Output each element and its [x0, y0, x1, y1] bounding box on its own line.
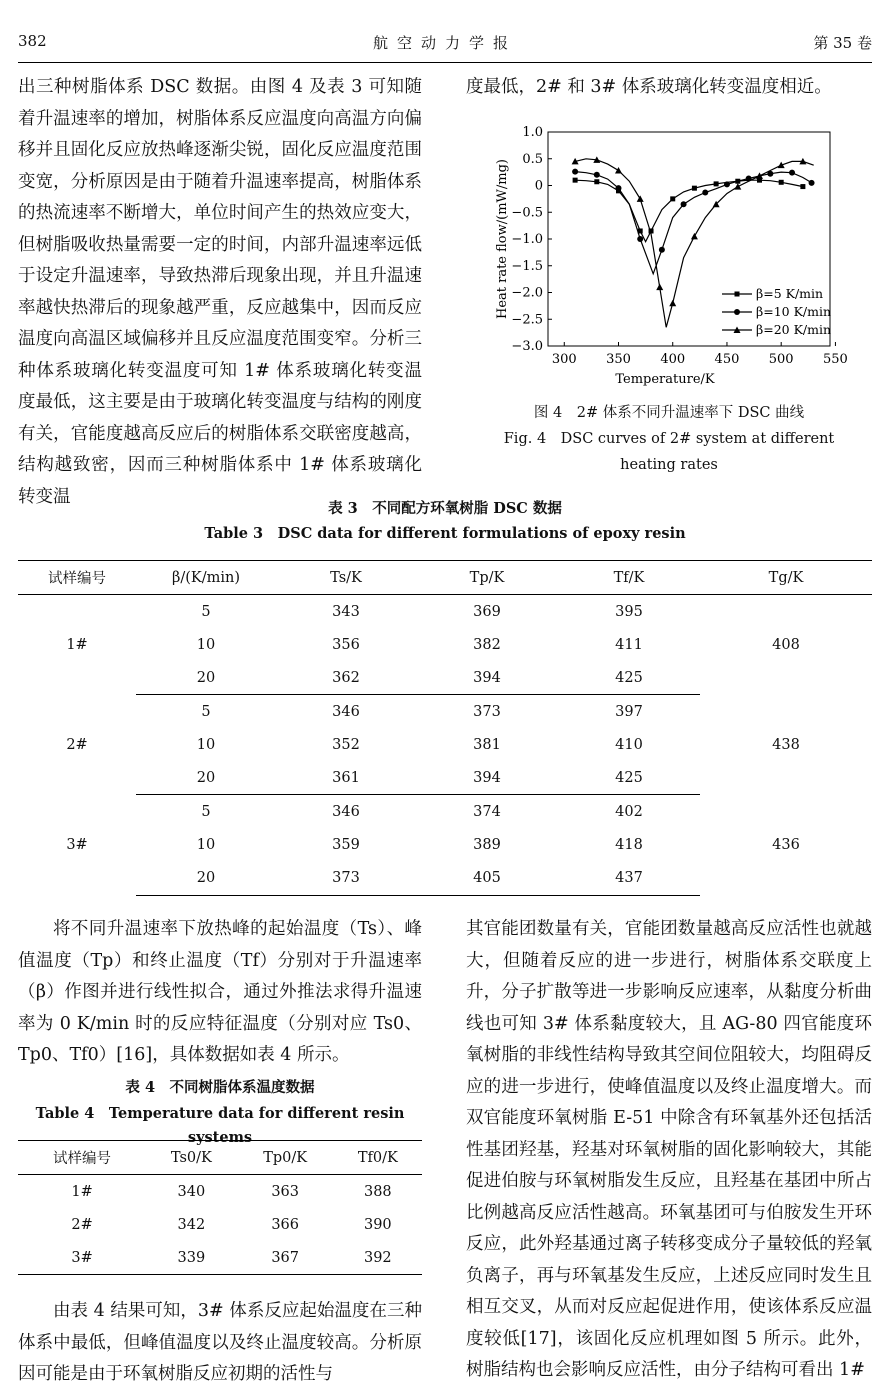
series-square — [573, 178, 806, 242]
y-tick-label: −2.0 — [511, 285, 543, 301]
page-number: 382 — [18, 32, 47, 50]
table-cell: 20 — [136, 661, 276, 695]
table-cell: 352 — [332, 736, 360, 753]
table-cell: 346 — [332, 803, 360, 820]
column-header: Tg/K — [700, 561, 872, 595]
sample-id: 3# — [18, 1241, 146, 1275]
column-header: Tf0/K — [334, 1141, 422, 1175]
table-cell: 411 — [615, 636, 643, 653]
table-row — [18, 1241, 422, 1275]
legend-label: β=10 K/min — [756, 304, 832, 319]
table-cell: 10 — [196, 736, 216, 753]
data-point — [637, 195, 644, 202]
x-tick-label: 400 — [660, 352, 686, 367]
column-header: Tp0/K — [237, 1141, 334, 1175]
legend-entry — [722, 286, 823, 301]
paragraph: 由表 4 结果可知，3# 体系反应起始温度在三种体系中最低，但峰值温度以及终止温度较高。分析原因可能是由于环氧树脂反应初期的活性与 — [18, 1301, 422, 1384]
figure-caption-en-line1: Fig. 4 DSC curves of 2# system at different — [503, 431, 835, 447]
table-cell: 342 — [177, 1216, 206, 1233]
series-line — [575, 180, 803, 242]
sample-id: 1# — [66, 636, 88, 653]
table-cell: 20 — [136, 761, 276, 795]
data-point — [616, 185, 622, 191]
tg-value: 438 — [772, 737, 800, 753]
y-tick-label: 1.0 — [522, 125, 543, 140]
table-cell: 394 — [416, 761, 558, 795]
table-header-row — [18, 561, 872, 595]
data-point — [735, 292, 740, 297]
table-cell: 425 — [558, 661, 700, 695]
table-cell: 394 — [416, 661, 558, 695]
table-cell: 346 — [332, 703, 360, 720]
paragraph: 度最低，2# 和 3# 体系玻璃化转变温度相近。 — [466, 77, 832, 97]
table-cell: 373 — [276, 862, 416, 896]
data-point — [615, 167, 622, 174]
y-tick-label: −0.5 — [511, 205, 543, 221]
table-cell: 397 — [615, 703, 643, 720]
sample-id: 2# — [66, 736, 88, 753]
y-tick-label: −1.0 — [511, 232, 543, 247]
table-cell: 5 — [201, 703, 211, 720]
table-cell: 425 — [558, 761, 700, 795]
column-header: 试样编号 — [18, 1141, 146, 1175]
table-3-caption-cn: 表 3 不同配方环氧树脂 DSC 数据 — [328, 500, 562, 517]
table-row — [18, 1175, 422, 1209]
paragraph: 出三种树脂体系 DSC 数据。由图 4 及表 3 可知随着升温速率的增加，树脂体系反应温度向高温方向偏移并且固化反应放热峰逐渐尖锐，固化反应温度范围变宽，分析原因是由于随着升温速率提高，树脂体系的热流速率不断增大，单位时间产生的热效应变大，但树脂吸收热量需要一定的时间，内部升温速率远低于设定升温速率，导致热滞后现象出现，并且升温速率越快热滞后的现象越严重，反应越集中，因而反应温度向高温区域偏移并且反应温度范围变窄。分析三种体系玻璃化转变温度可知 1# 体系玻璃化转变温度最低，这主要是由于玻璃化转变温度与结构的刚度有关，官能度越高反应后的树脂体系交联密度越高，结构越致密，因而三种树脂体系中 1# 体系玻璃化转变温 — [18, 77, 422, 507]
table-row — [18, 1208, 422, 1241]
table-cell: 362 — [276, 661, 416, 695]
table-row — [18, 595, 872, 629]
table-cell: 390 — [363, 1216, 392, 1233]
table-cell: 418 — [615, 837, 643, 853]
data-point — [692, 186, 697, 191]
figure-caption-cn: 图 4 2# 体系不同升温速率下 DSC 曲线 — [533, 405, 805, 421]
table-cell: 367 — [237, 1241, 334, 1275]
tg-column-placeholder — [700, 595, 872, 896]
x-tick-label: 450 — [714, 352, 740, 367]
x-tick-label: 550 — [823, 352, 848, 367]
tg-value: 408 — [772, 637, 800, 653]
data-point — [789, 170, 795, 176]
table-cell: 366 — [271, 1216, 300, 1233]
data-point — [734, 309, 740, 315]
data-point — [659, 247, 665, 253]
y-axis-label: Heat rate flow/(mW/mg) — [495, 158, 510, 320]
right-column-top-text — [466, 72, 872, 104]
paragraph: 将不同升温速率下放热峰的起始温度（Ts）、峰值温度（Tp）和终止温度（Tf）分别对于升温速率（β）作图并进行线性拟合，通过外推法求得升温速率为 0 K/min 时的反应特征温度（分别对应 Ts0、Tp0、Tf0）[16]，具体数据如表 4 所示。 — [18, 919, 422, 1065]
table-cell: 343 — [332, 603, 360, 620]
table-cell: 437 — [558, 862, 700, 896]
table-cell: 340 — [177, 1183, 206, 1200]
data-point — [800, 184, 805, 189]
table-cell: 359 — [332, 837, 360, 853]
column-header: Tp/K — [416, 561, 558, 595]
table-cell: 389 — [473, 837, 501, 853]
data-point — [637, 236, 643, 242]
table-cell: 392 — [334, 1241, 422, 1275]
chart-legend — [722, 286, 831, 337]
data-point — [691, 233, 698, 240]
y-tick-label: −3.0 — [511, 339, 543, 354]
right-column-bottom-text — [466, 914, 872, 1387]
legend-entry — [722, 322, 831, 337]
data-point — [573, 178, 578, 183]
data-point — [779, 180, 784, 185]
series-line — [575, 159, 814, 327]
table-cell: 5 — [201, 603, 211, 620]
data-point — [572, 169, 578, 175]
table-4 — [18, 1140, 422, 1275]
y-tick-label: 0.5 — [522, 151, 543, 167]
table-cell: 374 — [473, 803, 501, 820]
table-cell: 405 — [416, 862, 558, 896]
table-cell: 339 — [146, 1241, 237, 1275]
column-header: 试样编号 — [18, 561, 136, 595]
data-point — [594, 172, 600, 178]
y-tick-label: 0 — [534, 178, 543, 194]
sample-id: 1# — [71, 1183, 93, 1200]
data-point — [594, 179, 599, 184]
table-3 — [18, 560, 872, 896]
column-header: β/(K/min) — [136, 561, 276, 595]
x-tick-label: 500 — [768, 352, 794, 367]
column-header: Ts/K — [276, 561, 416, 595]
table-header-row — [18, 1141, 422, 1175]
chart-series — [572, 156, 815, 327]
table-cell: 10 — [196, 636, 216, 653]
journal-title: 航空动力学报 — [372, 34, 517, 52]
data-point — [670, 196, 675, 201]
y-tick-label: −1.5 — [511, 258, 543, 274]
figure-4-caption — [466, 400, 872, 478]
legend-label: β=5 K/min — [756, 286, 824, 301]
data-point — [714, 181, 719, 186]
left-column-mid-text — [18, 914, 422, 1072]
column-header: Tf/K — [558, 561, 700, 595]
table-cell: 410 — [615, 736, 643, 753]
sample-id: 2# — [71, 1216, 93, 1233]
legend-entry — [722, 304, 831, 319]
table-cell: 382 — [473, 636, 501, 653]
data-point — [734, 183, 741, 190]
legend-label: β=20 K/min — [756, 322, 832, 337]
table-cell: 388 — [363, 1183, 392, 1200]
figure-caption-en-line2: heating rates — [620, 457, 718, 473]
data-point — [809, 180, 815, 186]
table-cell: 381 — [473, 736, 501, 753]
data-point — [656, 284, 663, 291]
table-cell: 20 — [136, 862, 276, 896]
table-cell: 10 — [196, 837, 216, 853]
data-point — [669, 300, 676, 307]
table-cell: 402 — [615, 803, 643, 820]
left-column-bottom-text — [18, 1296, 422, 1391]
y-tick-label: −2.5 — [511, 312, 543, 328]
data-point — [702, 189, 708, 195]
page-header — [18, 26, 872, 63]
column-header: Ts0/K — [146, 1141, 237, 1175]
paragraph: 其官能团数量有关，官能团数量越高反应活性也就越大，但随着反应的进一步进行，树脂体系交联度上升，分子扩散等进一步影响反应速率，从黏度分析曲线也可知 3# 体系黏度较大，且 AG-80 四官能度环氧树脂的非线性结构导致其空间位阻较大，均阻碍反应的进一步进行，使峰值温度以及终止温度增大。而双官能度环氧树脂 E-51 中除含有环氧基外还包括活性基团羟基，羟基对环氧树脂的固化影响较大，其能促进伯胺与环氧树脂发生反应，且羟基在基团中所占比例越高反应活性越高。环氧基团可与伯胺发生开环反应，此外羟基通过离子转移变成分子量较低的羟氧负离子，再与环氧基发生反应，上述反应同时发生且相互交叉，从而对反应起促进作用，使该体系反应温度较低[17]，该固化反应机理如图 5 所示。此外，树脂结构也会影响反应活性，由分子结构可看出 1# — [466, 919, 872, 1380]
table-cell: 356 — [332, 636, 360, 653]
table-cell: 369 — [473, 603, 501, 620]
table-4-caption-en: Table 4 Temperature data for different resin systems — [35, 1105, 405, 1146]
sample-id: 3# — [66, 836, 88, 853]
x-axis-label: Temperature/K — [615, 372, 715, 387]
table-cell: 395 — [615, 603, 643, 620]
data-point — [724, 181, 730, 187]
data-point — [681, 201, 687, 207]
table-cell: 361 — [276, 761, 416, 795]
volume-label: 第 35 卷 — [813, 34, 872, 52]
table-cell: 5 — [201, 803, 211, 820]
x-tick-label: 350 — [606, 352, 631, 367]
table-4-caption-cn: 表 4 不同树脂体系温度数据 — [125, 1079, 315, 1096]
table-cell: 363 — [271, 1183, 300, 1200]
dsc-curve-chart — [490, 122, 848, 392]
table-3-caption-en: Table 3 DSC data for different formulations of epoxy resin — [204, 525, 686, 542]
table-cell: 373 — [473, 703, 501, 720]
left-column-top-text — [18, 72, 422, 513]
x-tick-label: 300 — [551, 352, 577, 367]
tg-value: 436 — [772, 837, 800, 853]
